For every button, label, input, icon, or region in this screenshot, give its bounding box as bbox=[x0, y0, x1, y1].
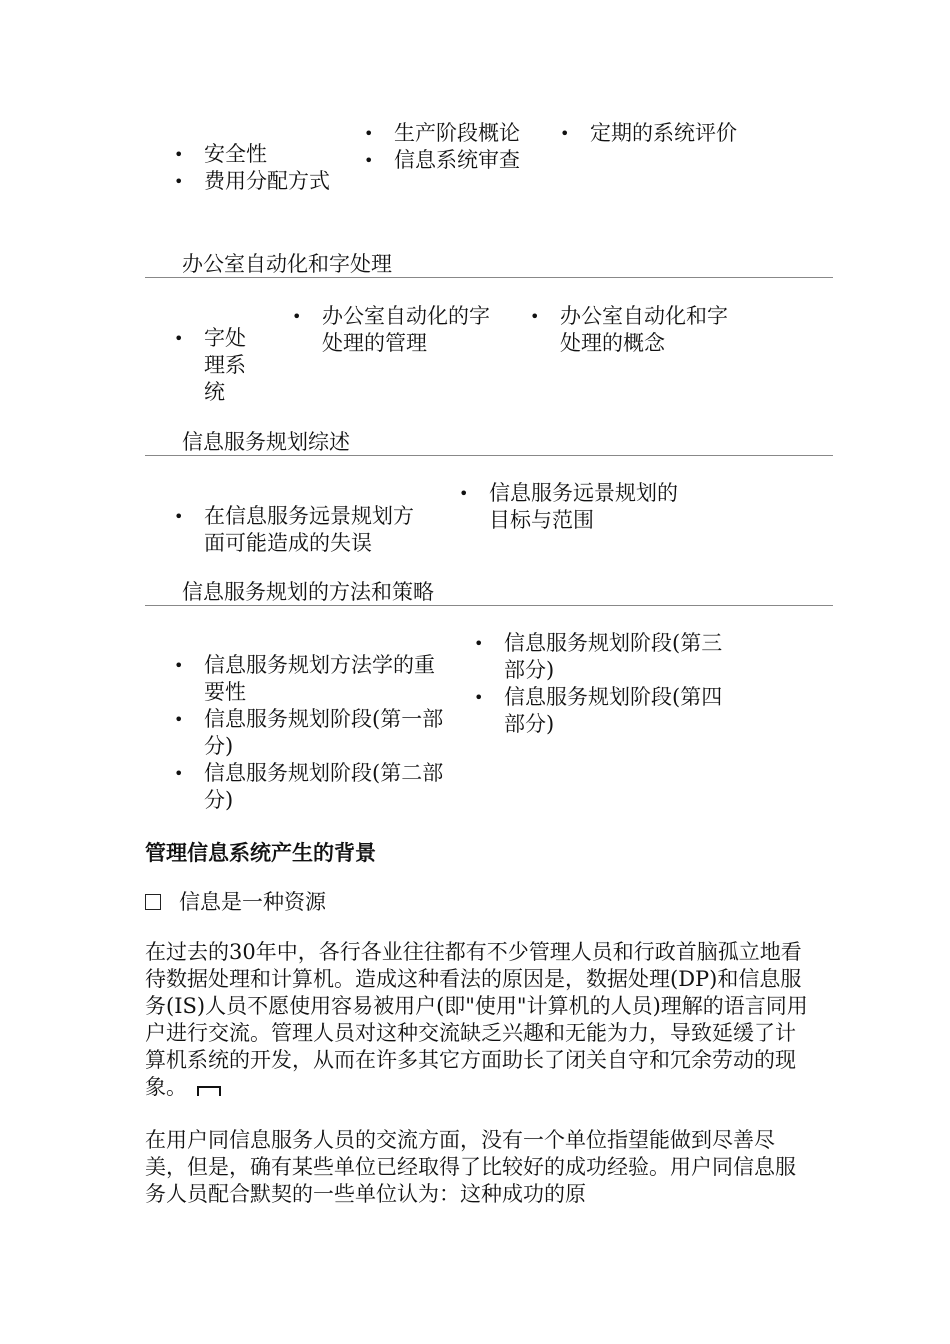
checkbox-label: 信息是一种资源 bbox=[179, 890, 326, 914]
section-heading: 信息服务规划综述 bbox=[182, 430, 350, 454]
section-1-col2 bbox=[292, 303, 496, 357]
top-block-col3 bbox=[560, 120, 740, 147]
list-item: • 信息服务规划方法学的重要性 bbox=[174, 652, 446, 706]
page-title: 管理信息系统产生的背景 bbox=[145, 841, 376, 865]
section-divider bbox=[145, 605, 833, 606]
body-paragraph bbox=[145, 1127, 810, 1208]
list-item: • 信息系统审查 bbox=[364, 147, 526, 174]
return-mark-icon bbox=[197, 1086, 221, 1096]
list-item: • 在信息服务远景规划方面可能造成的失误 bbox=[174, 503, 424, 557]
section-heading: 信息服务规划的方法和策略 bbox=[182, 580, 434, 604]
list-item: • 字处理系统 bbox=[174, 325, 254, 406]
section-divider bbox=[145, 277, 833, 278]
section-2-col2 bbox=[459, 480, 685, 534]
body-paragraph bbox=[145, 939, 810, 1101]
top-block-col1 bbox=[174, 141, 334, 195]
list-item: • 安全性 bbox=[174, 141, 334, 168]
section-1-col1 bbox=[174, 325, 254, 406]
checkbox-icon bbox=[145, 894, 161, 910]
section-2-col1 bbox=[174, 503, 424, 557]
list-item: • 生产阶段概论 bbox=[364, 120, 526, 147]
list-item: • 定期的系统评价 bbox=[560, 120, 740, 147]
list-item: • 信息服务规划阶段(第二部分) bbox=[174, 760, 446, 814]
section-3-col1 bbox=[174, 652, 446, 814]
top-block-col2 bbox=[364, 120, 526, 174]
list-item: • 办公室自动化和字处理的概念 bbox=[530, 303, 730, 357]
section-heading: 办公室自动化和字处理 bbox=[182, 252, 392, 276]
list-item: • 办公室自动化的字处理的管理 bbox=[292, 303, 496, 357]
list-item: • 信息服务规划阶段(第四部分) bbox=[474, 684, 736, 738]
section-3-col2 bbox=[474, 630, 736, 738]
list-item: • 信息服务远景规划的目标与范围 bbox=[459, 480, 685, 534]
list-item: • 信息服务规划阶段(第三部分) bbox=[474, 630, 736, 684]
paragraph-text: 在过去的30年中，各行各业往往都有不少管理人员和行政首脑孤立地看待数据处理和计算机。造成这种看法的原因是，数据处理(DP)和信息服务(IS)人员不愿使用容易被用户(即"使用"计算机的人员)理解的语言同用户进行交流。管理人员对这种交流缺乏兴趣和无能为力，导致延缓了计算机系统的开发，从而在许多其它方面助长了闭关自守和冗余劳动的现象。 bbox=[145, 940, 808, 1099]
list-item: • 信息服务规划阶段(第一部分) bbox=[174, 706, 446, 760]
list-item: • 费用分配方式 bbox=[174, 168, 334, 195]
section-1-col3 bbox=[530, 303, 730, 357]
paragraph-text: 在用户同信息服务人员的交流方面，没有一个单位指望能做到尽善尽美，但是，确有某些单位已经取得了比较好的成功经验。用户同信息服务人员配合默契的一些单位认为：这种成功的原 bbox=[145, 1128, 796, 1206]
section-divider bbox=[145, 455, 833, 456]
checkbox-item bbox=[145, 889, 326, 916]
